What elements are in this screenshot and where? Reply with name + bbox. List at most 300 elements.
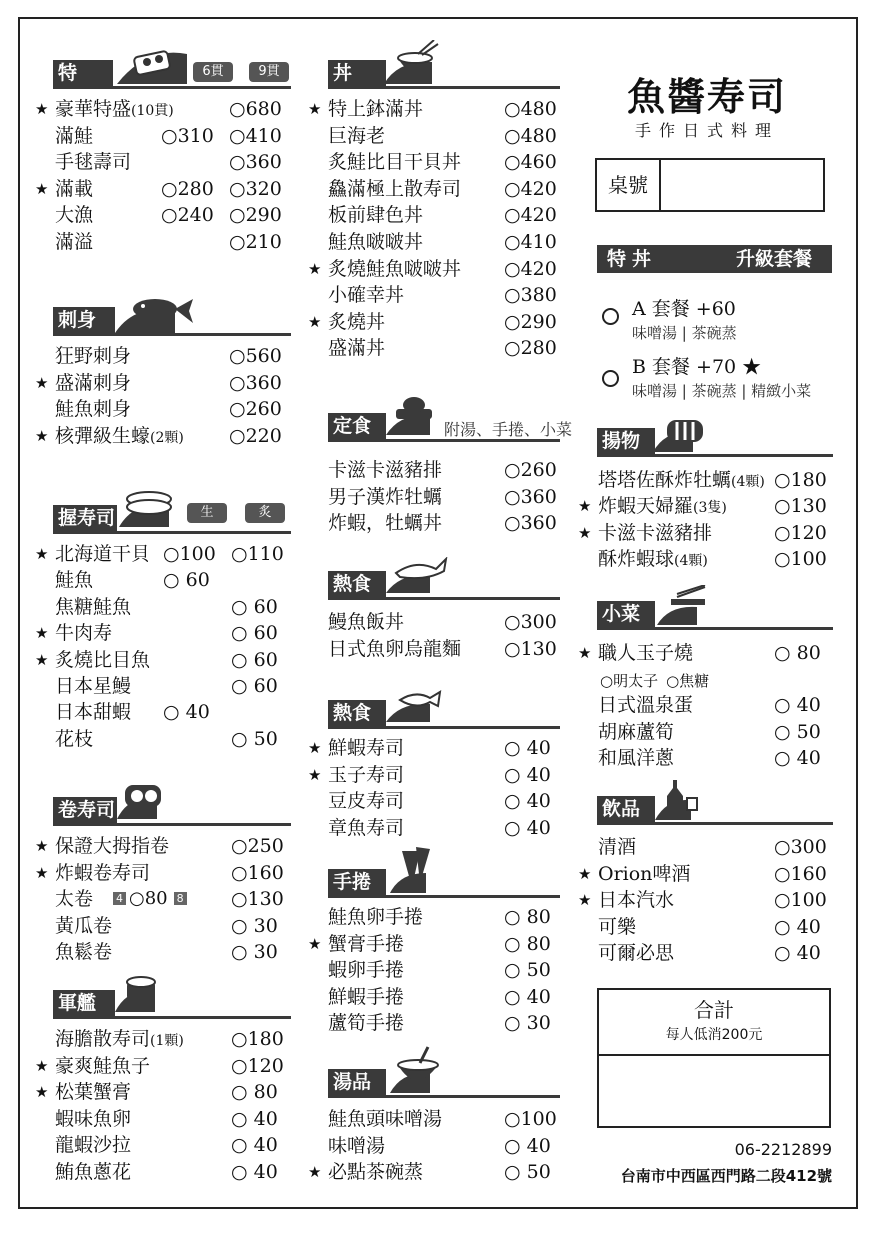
menu-item[interactable] <box>308 957 568 983</box>
item-price: ○300 <box>774 836 827 858</box>
item-price: ○ 60 <box>231 648 278 671</box>
star-icon: ★ <box>578 864 592 883</box>
item-price: ○160 <box>774 862 827 885</box>
set-option-a[interactable] <box>600 294 832 344</box>
item-price: ○ 30 <box>231 941 278 964</box>
item-name: 巨海老 <box>328 124 386 147</box>
item-name: 鮭魚啵啵丼 <box>328 231 424 253</box>
item-note: (2顆) <box>150 429 184 446</box>
item-name: 花枝 <box>55 727 94 750</box>
item-name: 魚鬆卷 <box>55 941 113 964</box>
item-price: ○110 <box>231 543 284 565</box>
tag-6: 6貫 <box>193 62 233 82</box>
menu-item[interactable] <box>308 1159 568 1185</box>
nigiri-icon <box>119 487 179 527</box>
restaurant-title: 魚醬寿司 <box>626 74 787 119</box>
item-price: ○ 40 <box>504 985 551 1008</box>
star-icon: ★ <box>35 650 49 669</box>
item-price: ○420 <box>504 177 557 200</box>
item-name: 日本汽水 <box>598 889 675 912</box>
tag-seared: 炙 <box>245 503 285 523</box>
item-price: ○ 40 <box>774 915 821 938</box>
item-price: ○420 <box>504 204 557 227</box>
star-icon: ★ <box>35 100 49 118</box>
menu-item[interactable] <box>35 567 295 593</box>
menu-item[interactable] <box>308 1106 568 1132</box>
menu-item[interactable] <box>578 719 836 745</box>
item-price: ○360 <box>229 151 282 174</box>
tag-raw: 生 <box>187 503 227 523</box>
item-name: 炙燒丼 <box>328 310 386 333</box>
item-price: ○ 60 <box>163 569 210 592</box>
menu-item[interactable] <box>35 1026 295 1052</box>
sake-bottle-icon <box>655 776 705 820</box>
item-price: ○260 <box>229 398 282 421</box>
rice-bowl-icon <box>384 40 444 84</box>
upgrade-right: 升級套餐 <box>735 248 812 270</box>
hand-roll-icon <box>390 843 436 893</box>
set-meal-icon <box>386 395 442 435</box>
item-name: 大漁 <box>55 204 94 227</box>
item-price: ○ 80 <box>231 1081 278 1104</box>
item-price: ○ 40 <box>504 816 551 839</box>
item-price: ○120 <box>231 1054 284 1077</box>
item-price: ○130 <box>231 888 284 911</box>
menu-item[interactable] <box>308 815 568 841</box>
item-name: 男子漢炸牡蠣 <box>328 485 443 508</box>
item-price: ○100 <box>504 1108 557 1130</box>
item-price: ○280 <box>504 337 557 360</box>
item-name: 可樂 <box>598 915 637 938</box>
item-price: ○ 60 <box>231 675 278 697</box>
star-icon: ★ <box>308 739 322 757</box>
item-name: Orion啤酒 <box>598 862 691 885</box>
item-name: 蘆筍手捲 <box>328 1012 405 1035</box>
item-price: ○360 <box>504 512 557 535</box>
option-caramel[interactable]: ○焦糖 <box>666 672 710 690</box>
item-price: ○300 <box>504 611 557 633</box>
item-price: ○420 <box>504 257 557 280</box>
item-name: 玉子寿司 <box>328 763 405 786</box>
item-name: 海膽散寿司(1顆) <box>55 1028 184 1050</box>
menu-item[interactable] <box>35 1106 295 1132</box>
item-name: 炙燒鮭魚啵啵丼 <box>328 257 462 280</box>
star-icon: ★ <box>308 259 322 278</box>
menu-item[interactable] <box>308 202 568 228</box>
item-price: ○240 <box>161 204 214 227</box>
item-price: ○ 50 <box>774 720 821 743</box>
tempura-icon <box>386 557 450 593</box>
star-icon: ★ <box>578 644 592 662</box>
item-name: 鮮蝦寿司 <box>328 737 405 759</box>
item-price: ○290 <box>504 310 557 333</box>
menu-item[interactable] <box>308 788 568 814</box>
grilled-fish-icon <box>386 686 444 722</box>
menu-item[interactable] <box>308 309 568 335</box>
menu-item[interactable] <box>35 202 295 228</box>
fried-food-icon <box>653 410 711 452</box>
section-title: 特 <box>53 60 113 86</box>
menu-item[interactable] <box>35 886 295 912</box>
item-price: ○410 <box>504 231 557 253</box>
tag-9: 9貫 <box>249 62 289 82</box>
menu-item[interactable] <box>35 396 295 422</box>
star-icon: ★ <box>35 373 49 392</box>
item-price: ○100 <box>774 889 827 912</box>
item-price: ○220 <box>229 424 282 447</box>
item-price: ○280 <box>161 177 214 200</box>
item-name: 鮪魚蔥花 <box>55 1161 132 1183</box>
menu-item[interactable] <box>35 149 295 175</box>
address: 台南市中西區西門路二段412號 <box>620 1167 832 1185</box>
teishoku-note: 附湯、手捲、小菜 <box>444 420 573 439</box>
item-name: 北海道干貝 <box>55 543 151 565</box>
item-name: 必點茶碗蒸 <box>328 1161 424 1184</box>
side-dish-icon <box>657 585 713 625</box>
item-name: 豪華特盛(10貫) <box>55 98 174 120</box>
item-name: 黃瓜卷 <box>55 914 113 937</box>
menu-item[interactable] <box>35 229 295 255</box>
menu-item[interactable] <box>35 541 295 567</box>
item-price: ○ 60 <box>231 595 278 618</box>
item-name: 盛滿丼 <box>328 337 386 360</box>
total-note: 每人低消200元 <box>665 1027 763 1043</box>
menu-item[interactable] <box>308 510 568 536</box>
star-icon: ★ <box>35 624 49 643</box>
star-icon: ★ <box>308 100 322 118</box>
star-icon: ★ <box>35 863 49 882</box>
fish-icon <box>115 293 195 333</box>
item-price: ○410 <box>229 124 282 147</box>
option-a-label: A 套餐 +60 <box>632 298 736 320</box>
upgrade-header <box>597 245 832 273</box>
sushi-platter-icon <box>117 46 187 84</box>
set-option-b[interactable] <box>600 352 832 402</box>
item-name: 狂野刺身 <box>55 345 132 367</box>
radio-circle-icon[interactable] <box>602 308 619 325</box>
menu-item[interactable] <box>308 735 568 761</box>
section-title: 熱食 <box>328 700 386 726</box>
item-name: 炸蝦，牡蠣丼 <box>328 512 443 535</box>
option-mentaiko[interactable]: ○明太子 <box>600 672 659 690</box>
item-name: 塔塔佐酥炸牡蠣(4顆) <box>598 469 765 491</box>
menu-item[interactable] <box>578 940 836 966</box>
section-title: 定食 <box>328 413 386 439</box>
section-title: 揚物 <box>597 428 655 454</box>
menu-item[interactable] <box>308 123 568 149</box>
item-name: 鮭魚卵手捲 <box>328 906 424 928</box>
item-name: 牛肉寿 <box>55 622 113 645</box>
item-price: ○ 50 <box>504 959 551 982</box>
phone-number: 06-2212899 <box>734 1140 832 1159</box>
item-price: ○ 80 <box>504 932 551 955</box>
menu-item[interactable] <box>35 176 295 202</box>
menu-item[interactable] <box>35 939 295 965</box>
item-price: ○ 60 <box>231 622 278 645</box>
size-8-badge: 8 <box>174 892 187 905</box>
item-price: ○560 <box>229 345 282 367</box>
menu-item[interactable] <box>35 1159 295 1185</box>
item-name: 和風洋蔥 <box>598 747 675 770</box>
menu-item[interactable] <box>578 914 836 940</box>
item-name: 職人玉子燒 <box>598 642 694 664</box>
option-a-desc: 味噌湯 | 茶碗蒸 <box>632 324 737 342</box>
menu-item[interactable] <box>308 96 568 122</box>
item-price: ○480 <box>504 124 557 147</box>
section-title: 丼 <box>328 60 386 86</box>
star-icon: ★ <box>35 545 49 563</box>
menu-item[interactable] <box>578 887 836 913</box>
item-price: ○ 40 <box>231 1107 278 1130</box>
menu-item[interactable] <box>35 1132 295 1158</box>
star-icon: ★ <box>578 891 592 910</box>
star-icon: ★ <box>578 523 592 542</box>
menu-item[interactable] <box>308 984 568 1010</box>
item-name: 太卷 <box>55 888 94 911</box>
item-name: 小確幸丼 <box>328 284 405 307</box>
item-name: 滿溢 <box>55 231 94 253</box>
item-name: 炸蝦天婦羅(3隻) <box>598 495 727 518</box>
item-name: 鮮蝦手捲 <box>328 985 405 1008</box>
item-name: 章魚寿司 <box>328 816 405 839</box>
item-price: ○ 40 <box>774 747 821 770</box>
maki-roll-icon <box>117 779 167 819</box>
star-icon: ★ <box>35 1083 49 1102</box>
item-price: ○ 40 <box>231 1161 278 1183</box>
menu-item[interactable] <box>35 647 295 673</box>
section-title: 湯品 <box>328 1069 386 1095</box>
radio-circle-icon[interactable] <box>602 370 619 387</box>
menu-item[interactable] <box>35 699 295 725</box>
menu-item[interactable] <box>308 229 568 255</box>
menu-item[interactable] <box>35 1053 295 1079</box>
item-price: ○480 <box>504 98 557 120</box>
total-input-area[interactable] <box>599 1054 829 1128</box>
item-name: 松葉蟹膏 <box>55 1081 132 1104</box>
restaurant-subtitle: 手作日式料理 <box>634 121 779 140</box>
item-price: ○ 80 <box>774 642 821 664</box>
section-title: 握寿司 <box>53 505 117 531</box>
total-box <box>597 988 831 1128</box>
item-price: ○ 40 <box>231 1134 278 1157</box>
menu-item[interactable] <box>35 96 295 122</box>
item-name: 炙鮭比目干貝丼 <box>328 151 462 174</box>
menu-item[interactable] <box>578 745 836 771</box>
item-price: ○ 40 <box>504 1134 551 1157</box>
total-title: 合計 <box>694 998 734 1022</box>
star-icon: ★ <box>308 765 322 784</box>
item-price: ○320 <box>229 177 282 200</box>
side-options[interactable] <box>600 670 709 691</box>
soup-bowl-icon <box>390 1045 446 1093</box>
item-price: ○460 <box>504 151 557 174</box>
table-number-box[interactable] <box>595 158 825 212</box>
menu-item[interactable] <box>308 931 568 957</box>
item-note: (4顆) <box>674 553 708 570</box>
item-name: 味噌湯 <box>328 1134 386 1157</box>
item-price: ○ 40 <box>504 737 551 759</box>
menu-item[interactable] <box>308 1010 568 1036</box>
item-name: 鮭魚刺身 <box>55 398 132 421</box>
menu-item[interactable] <box>308 335 568 361</box>
item-price: ○ 50 <box>504 1161 551 1184</box>
section-title: 小菜 <box>597 601 655 627</box>
menu-item[interactable] <box>35 726 295 752</box>
item-name: 日式溫泉蛋 <box>598 694 694 716</box>
item-name: 日本甜蝦 <box>55 701 132 724</box>
menu-item[interactable] <box>35 860 295 886</box>
item-price: ○180 <box>231 1028 284 1050</box>
item-price: ○360 <box>504 485 557 508</box>
item-name: 炸蝦卷寿司 <box>55 861 151 884</box>
menu-item[interactable] <box>35 913 295 939</box>
gunkan-icon <box>115 972 165 1012</box>
section-title: 軍艦 <box>53 990 115 1016</box>
item-price: ○ 40 <box>504 790 551 813</box>
item-price: ○210 <box>229 231 282 253</box>
star-icon: ★ <box>308 934 322 953</box>
star-icon: ★ <box>35 426 49 445</box>
item-price: ○680 <box>229 98 282 120</box>
item-name: 可爾必思 <box>598 942 675 965</box>
menu-item[interactable] <box>35 123 295 149</box>
option-b-label: B 套餐 +70 ★ <box>632 356 762 378</box>
item-price: ○ 40 <box>504 763 551 786</box>
menu-item[interactable] <box>578 520 836 546</box>
item-name: 核彈級生蠔(2顆) <box>55 424 184 447</box>
item-name: 滿鮭 <box>55 124 94 147</box>
item-name: 特上鉢滿丼 <box>328 98 424 120</box>
menu-item[interactable] <box>308 149 568 175</box>
item-price: ○360 <box>229 371 282 394</box>
item-name: 焦糖鮭魚 <box>55 595 132 618</box>
item-name: 蟹膏手捲 <box>328 932 405 955</box>
menu-item[interactable] <box>35 423 295 449</box>
item-name: 豪爽鮭魚子 <box>55 1054 151 1077</box>
section-title: 飲品 <box>597 796 655 822</box>
menu-item[interactable] <box>308 636 568 662</box>
item-price: ○380 <box>504 284 557 307</box>
item-price: ○ 40 <box>774 694 821 716</box>
item-note: (4顆) <box>731 474 765 490</box>
item-name: 蝦卵手捲 <box>328 959 405 982</box>
item-name: 炙燒比目魚 <box>55 648 151 671</box>
item-price: ○ 50 <box>231 727 278 750</box>
item-name: 保證大拇指卷 <box>55 835 170 857</box>
item-price: ○290 <box>229 204 282 227</box>
item-name: 手毬壽司 <box>55 151 132 174</box>
item-name: 豆皮寿司 <box>328 790 405 813</box>
menu-item[interactable] <box>35 833 295 859</box>
menu-item[interactable] <box>308 1133 568 1159</box>
item-name: 卡滋卡滋豬排 <box>328 459 443 481</box>
item-name: 日本星鰻 <box>55 675 132 697</box>
section-title: 卷寿司 <box>53 797 117 823</box>
menu-item[interactable] <box>308 457 568 483</box>
size-4-badge: 4 <box>113 892 126 905</box>
star-icon: ★ <box>308 1163 322 1182</box>
menu-item[interactable] <box>308 256 568 282</box>
star-icon: ★ <box>578 497 592 516</box>
item-name: 日式魚卵烏龍麵 <box>328 637 462 660</box>
item-name: 蝦味魚卵 <box>55 1107 132 1130</box>
menu-item[interactable] <box>35 343 295 369</box>
menu-item[interactable] <box>308 484 568 510</box>
item-name: 卡滋卡滋豬排 <box>598 521 713 544</box>
menu-item[interactable] <box>578 640 836 666</box>
upgrade-left: 特丼 <box>607 248 658 270</box>
section-title: 熱食 <box>328 571 386 597</box>
menu-item[interactable] <box>308 176 568 202</box>
star-icon: ★ <box>35 837 49 855</box>
menu-item[interactable] <box>35 620 295 646</box>
item-name: 鮭魚 <box>55 569 94 592</box>
section-title: 手捲 <box>328 869 386 895</box>
menu-item[interactable] <box>35 594 295 620</box>
menu-item[interactable] <box>308 609 568 635</box>
item-note: (10貫) <box>131 103 174 119</box>
item-price: ○ 40 <box>163 701 210 724</box>
item-price: ○130 <box>504 637 557 660</box>
item-price: ○ 40 <box>774 942 821 965</box>
star-icon: ★ <box>35 179 49 198</box>
item-note: (3隻) <box>693 500 727 517</box>
item-price: ○120 <box>774 521 827 544</box>
item-name: 板前肆色丼 <box>328 204 424 227</box>
item-price: ○180 <box>774 469 827 491</box>
menu-item[interactable] <box>35 673 295 699</box>
item-price: ○100 <box>774 548 827 571</box>
item-price: ○ 30 <box>231 914 278 937</box>
menu-item[interactable] <box>35 1079 295 1105</box>
size-options <box>113 886 187 912</box>
menu-item[interactable] <box>578 467 836 493</box>
price-4: ○80 <box>129 888 168 910</box>
item-price: ○250 <box>231 835 284 857</box>
menu-item[interactable] <box>308 762 568 788</box>
item-price: ○ 80 <box>504 906 551 928</box>
item-name: 滿載 <box>55 177 94 200</box>
star-icon: ★ <box>35 1056 49 1075</box>
item-name: 鱻滿極上散寿司 <box>328 177 462 200</box>
item-note: (1顆) <box>150 1033 184 1049</box>
item-name: 酥炸蝦球(4顆) <box>598 548 708 571</box>
item-price: ○130 <box>774 495 827 518</box>
item-name: 清酒 <box>598 836 637 858</box>
menu-item[interactable] <box>578 834 836 860</box>
menu-item[interactable] <box>308 282 568 308</box>
menu-item[interactable] <box>35 370 295 396</box>
item-price: ○100 <box>163 543 216 565</box>
item-name: 鰻魚飯丼 <box>328 611 405 633</box>
item-price: ○260 <box>504 459 557 481</box>
menu-item[interactable] <box>578 692 836 718</box>
item-name: 胡麻蘆筍 <box>598 720 675 743</box>
menu-item[interactable] <box>578 493 836 519</box>
item-name: 鮭魚頭味噌湯 <box>328 1108 443 1130</box>
item-name: 盛滿刺身 <box>55 371 132 394</box>
option-b-desc: 味噌湯 | 茶碗蒸 | 精緻小菜 <box>632 382 812 400</box>
menu-item[interactable] <box>308 904 568 930</box>
section-title: 刺身 <box>53 307 115 333</box>
table-number-label: 桌號 <box>597 160 661 210</box>
item-price: ○160 <box>231 861 284 884</box>
menu-item[interactable] <box>578 546 836 572</box>
menu-item[interactable] <box>578 861 836 887</box>
item-price: ○ 30 <box>504 1012 551 1035</box>
star-icon: ★ <box>308 312 322 331</box>
item-name: 龍蝦沙拉 <box>55 1134 132 1157</box>
